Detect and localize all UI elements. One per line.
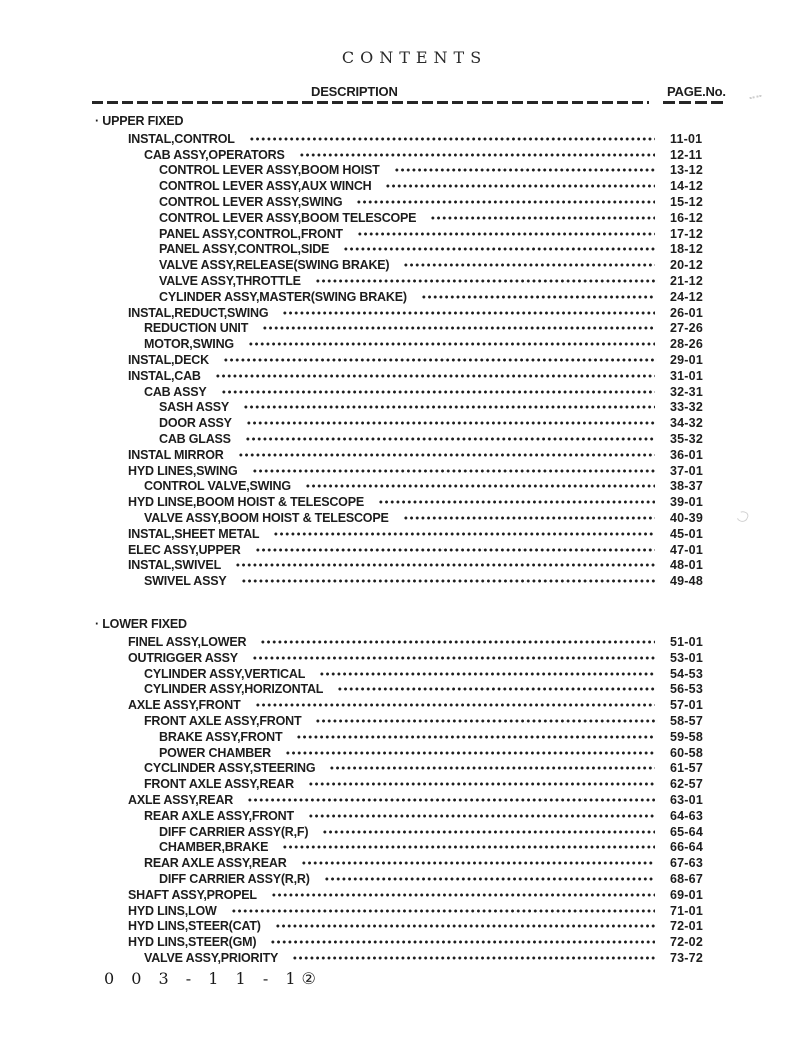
dot-leader (241, 573, 655, 589)
toc-entry-label: HYD LINES,SWING (128, 463, 238, 478)
column-header-page-no: PAGE.No. (667, 84, 726, 99)
dot-leader (271, 887, 655, 903)
toc-entry-label: VALVE ASSY,RELEASE(SWING BRAKE) (159, 258, 390, 273)
toc-row (95, 650, 710, 666)
toc-row (95, 463, 710, 479)
toc-entry-label: INSTAL,CAB (128, 368, 201, 383)
toc-entry-label: REAR AXLE ASSY,REAR (144, 856, 287, 871)
toc-row (95, 226, 710, 242)
dot-leader (308, 776, 655, 792)
header-divider-right (663, 101, 727, 104)
toc-entry-page: 35-32 (670, 432, 703, 447)
toc-entry-page: 72-01 (670, 919, 703, 934)
toc-entry-label: CYCLINDER ASSY,STEERING (144, 761, 316, 776)
toc-row (95, 273, 710, 289)
toc-entry-label: HYD LINS,STEER(CAT) (128, 919, 261, 934)
dot-leader (301, 855, 655, 871)
toc-row (95, 871, 710, 887)
toc-entry-page: 13-12 (670, 163, 703, 178)
toc-entry-page: 32-31 (670, 384, 703, 399)
toc-row (95, 682, 710, 698)
toc-row (95, 352, 710, 368)
dot-leader (385, 178, 655, 194)
toc-entry-label: ELEC ASSY,UPPER (128, 542, 241, 557)
toc-row (95, 934, 710, 950)
toc-entry-page: 18-12 (670, 242, 703, 257)
dot-leader (305, 479, 655, 495)
toc-entry-label: CAB ASSY,OPERATORS (144, 147, 285, 162)
toc-row (95, 634, 710, 650)
toc-entry-page: 63-01 (670, 792, 703, 807)
toc-entry-page: 27-26 (670, 321, 703, 336)
toc-entry-page: 45-01 (670, 526, 703, 541)
toc-row (95, 573, 710, 589)
dot-leader (430, 210, 655, 226)
toc-entry-page: 61-57 (670, 761, 703, 776)
toc-row (95, 950, 710, 966)
toc-row (95, 257, 710, 273)
toc-entry-page: 36-01 (670, 447, 703, 462)
dot-leader (246, 415, 655, 431)
dot-leader (238, 447, 655, 463)
toc-row (95, 415, 710, 431)
dot-leader (329, 760, 655, 776)
dot-leader (255, 542, 655, 558)
dot-leader (324, 871, 655, 887)
toc-entry-label: CONTROL LEVER ASSY,AUX WINCH (159, 179, 372, 194)
toc-row (95, 729, 710, 745)
toc-entry-page: 11-01 (670, 131, 703, 146)
toc-entry-page: 60-58 (670, 745, 703, 760)
toc-entry-label: SWIVEL ASSY (144, 574, 227, 589)
toc-row (95, 400, 710, 416)
doc-number: 0 0 3 - 1 1 - 1② (104, 969, 322, 988)
dot-leader (245, 431, 655, 447)
dot-leader (252, 463, 655, 479)
dot-leader (292, 950, 655, 966)
toc-entry-label: CAB GLASS (159, 432, 231, 447)
toc-row (95, 745, 710, 761)
toc-entry-label: HYD LINS,LOW (128, 903, 217, 918)
toc-entry-page: 49-48 (670, 574, 703, 589)
dot-leader (403, 510, 655, 526)
section-heading: · UPPER FIXED (95, 114, 184, 128)
dot-leader (319, 666, 655, 682)
toc-entry-page: 26-01 (670, 305, 703, 320)
contents-list (95, 112, 710, 966)
toc-row (95, 792, 710, 808)
dot-leader (248, 336, 655, 352)
toc-row (95, 447, 710, 463)
toc-row (95, 321, 710, 337)
toc-entry-page: 24-12 (670, 289, 703, 304)
toc-row (95, 808, 710, 824)
toc-entry-page: 29-01 (670, 353, 703, 368)
toc-row (95, 918, 710, 934)
toc-row (95, 526, 710, 542)
toc-row (95, 147, 710, 163)
dot-leader (223, 352, 655, 368)
scan-artifact (735, 509, 750, 524)
toc-entry-label: CHAMBER,BRAKE (159, 840, 269, 855)
toc-entry-label: INSTAL,SHEET METAL (128, 526, 260, 541)
toc-entry-page: 68-67 (670, 871, 703, 886)
toc-entry-page: 53-01 (670, 650, 703, 665)
dot-leader (260, 634, 655, 650)
toc-entry-label: PANEL ASSY,CONTROL,FRONT (159, 226, 343, 241)
dot-leader (356, 194, 655, 210)
toc-entry-label: INSTAL,DECK (128, 353, 209, 368)
dot-leader (357, 226, 655, 242)
toc-row (95, 824, 710, 840)
toc-entry-page: 51-01 (670, 635, 703, 649)
toc-entry-page: 28-26 (670, 337, 703, 352)
dot-leader (270, 934, 655, 950)
toc-row (95, 713, 710, 729)
dot-leader (273, 526, 655, 542)
toc-entry-page: 15-12 (670, 195, 703, 210)
dot-leader (262, 321, 655, 337)
dot-leader (308, 808, 655, 824)
toc-entry-page: 20-12 (670, 258, 703, 273)
dot-leader (315, 273, 655, 289)
toc-row (95, 903, 710, 919)
toc-entry-label: VALVE ASSY,THROTTLE (159, 274, 301, 289)
toc-entry-page: 65-64 (670, 824, 703, 839)
toc-row (95, 697, 710, 713)
toc-row (95, 855, 710, 871)
toc-entry-label: CONTROL VALVE,SWING (144, 479, 291, 494)
toc-entry-page: 17-12 (670, 226, 703, 241)
toc-entry-page: 73-72 (670, 950, 703, 965)
toc-row (95, 760, 710, 776)
toc-row (95, 558, 710, 574)
toc-entry-label: AXLE ASSY,REAR (128, 792, 234, 807)
toc-entry-label: FRONT AXLE ASSY,REAR (144, 777, 294, 792)
toc-row (95, 289, 710, 305)
toc-entry-label: HYD LINSE,BOOM HOIST & TELESCOPE (128, 495, 364, 510)
dot-leader (275, 918, 655, 934)
toc-entry-label: POWER CHAMBER (159, 745, 271, 760)
toc-entry-page: 57-01 (670, 698, 703, 713)
toc-entry-label: BRAKE ASSY,FRONT (159, 729, 283, 744)
dot-leader (247, 792, 655, 808)
toc-row (95, 336, 710, 352)
toc-entry-label: CYLINDER ASSY,HORIZONTAL (144, 682, 324, 697)
toc-entry-page: 21-12 (670, 274, 703, 289)
toc-entry-page: 71-01 (670, 903, 703, 918)
toc-entry-page: 47-01 (670, 542, 703, 557)
toc-entry-label: CYLINDER ASSY,MASTER(SWING BRAKE) (159, 289, 407, 304)
toc-entry-label: VALVE ASSY,PRIORITY (144, 950, 279, 965)
toc-entry-page: 66-64 (670, 840, 703, 855)
toc-entry-page: 33-32 (670, 400, 703, 415)
toc-entry-page: 59-58 (670, 729, 703, 744)
toc-entry-label: INSTAL MIRROR (128, 447, 224, 462)
toc-entry-label: FINEL ASSY,LOWER (128, 635, 247, 649)
toc-row (95, 305, 710, 321)
dot-leader (285, 745, 655, 761)
dot-leader (337, 682, 655, 698)
dot-leader (243, 400, 655, 416)
toc-row (95, 494, 710, 510)
toc-entry-label: SASH ASSY (159, 400, 229, 415)
section-heading: · LOWER FIXED (95, 617, 187, 632)
dot-leader (343, 242, 655, 258)
toc-row (95, 384, 710, 400)
dot-leader (378, 494, 655, 510)
toc-entry-label: REDUCTION UNIT (144, 321, 249, 336)
toc-entry-label: SHAFT ASSY,PROPEL (128, 887, 257, 902)
toc-entry-page: 72-02 (670, 935, 703, 950)
toc-entry-page: 62-57 (670, 777, 703, 792)
toc-entry-page: 34-32 (670, 416, 703, 431)
toc-entry-page: 56-53 (670, 682, 703, 697)
dot-leader (299, 147, 655, 163)
dot-leader (221, 384, 655, 400)
toc-entry-label: CONTROL LEVER ASSY,BOOM TELESCOPE (159, 210, 417, 225)
dot-leader (282, 839, 655, 855)
toc-entry-label: INSTAL,SWIVEL (128, 558, 221, 573)
dot-leader (215, 368, 655, 384)
toc-entry-page: 31-01 (670, 368, 703, 383)
toc-entry-label: CONTROL LEVER ASSY,BOOM HOIST (159, 163, 380, 178)
toc-section (95, 112, 710, 589)
toc-row (95, 178, 710, 194)
toc-section (95, 615, 710, 966)
toc-row (95, 194, 710, 210)
toc-entry-label: HYD LINS,STEER(GM) (128, 935, 257, 950)
dot-leader (235, 558, 655, 574)
dot-leader (231, 903, 655, 919)
toc-row (95, 163, 710, 179)
toc-entry-page: 48-01 (670, 558, 703, 573)
scan-artifact (748, 90, 761, 99)
toc-entry-page: 39-01 (670, 495, 703, 510)
toc-entry-label: REAR AXLE ASSY,FRONT (144, 808, 294, 823)
toc-entry-page: 54-53 (670, 666, 703, 681)
toc-entry-page: 64-63 (670, 808, 703, 823)
toc-row (95, 368, 710, 384)
dot-leader (296, 729, 655, 745)
column-header-description: DESCRIPTION (311, 84, 398, 99)
toc-row (95, 887, 710, 903)
toc-entry-page: 16-12 (670, 210, 703, 225)
toc-row (95, 242, 710, 258)
toc-entry-label: CONTROL LEVER ASSY,SWING (159, 195, 343, 210)
toc-entry-page: 38-37 (670, 479, 703, 494)
toc-row (95, 776, 710, 792)
toc-entry-label: DIFF CARRIER ASSY(R,F) (159, 824, 309, 839)
toc-row (95, 131, 710, 147)
toc-entry-label: CYLINDER ASSY,VERTICAL (144, 666, 306, 681)
toc-entry-page: 37-01 (670, 463, 703, 478)
toc-entry-label: MOTOR,SWING (144, 337, 234, 352)
toc-entry-page: 67-63 (670, 856, 703, 871)
dot-leader (322, 824, 655, 840)
dot-leader (421, 289, 655, 305)
toc-entry-page: 14-12 (670, 179, 703, 194)
toc-row (95, 666, 710, 682)
toc-entry-label: PANEL ASSY,CONTROL,SIDE (159, 242, 330, 257)
toc-entry-page: 40-39 (670, 511, 703, 526)
toc-entry-page: 58-57 (670, 713, 703, 728)
toc-entry-label: CAB ASSY (144, 384, 207, 399)
dot-leader (403, 257, 655, 273)
toc-row (95, 839, 710, 855)
dot-leader (255, 697, 655, 713)
toc-row (95, 431, 710, 447)
toc-row (95, 510, 710, 526)
toc-entry-label: OUTRIGGER ASSY (128, 650, 238, 665)
dot-leader (394, 163, 655, 179)
dot-leader (252, 650, 655, 666)
toc-entry-page: 69-01 (670, 887, 703, 902)
toc-entry-label: DOOR ASSY (159, 416, 232, 431)
toc-entry-label: DIFF CARRIER ASSY(R,R) (159, 871, 310, 886)
toc-entry-label: AXLE ASSY,FRONT (128, 698, 241, 713)
page-title: CONTENTS (341, 48, 488, 67)
toc-entry-label: INSTAL,CONTROL (128, 131, 235, 146)
header-divider-left (92, 101, 649, 104)
toc-entry-label: VALVE ASSY,BOOM HOIST & TELESCOPE (144, 511, 389, 526)
toc-entry-label: FRONT AXLE ASSY,FRONT (144, 713, 302, 728)
toc-row (95, 479, 710, 495)
dot-leader (282, 305, 655, 321)
toc-entry-label: INSTAL,REDUCT,SWING (128, 305, 269, 320)
dot-leader (315, 713, 655, 729)
dot-leader (249, 131, 655, 147)
toc-row (95, 210, 710, 226)
toc-row (95, 542, 710, 558)
toc-entry-page: 12-11 (670, 147, 703, 162)
